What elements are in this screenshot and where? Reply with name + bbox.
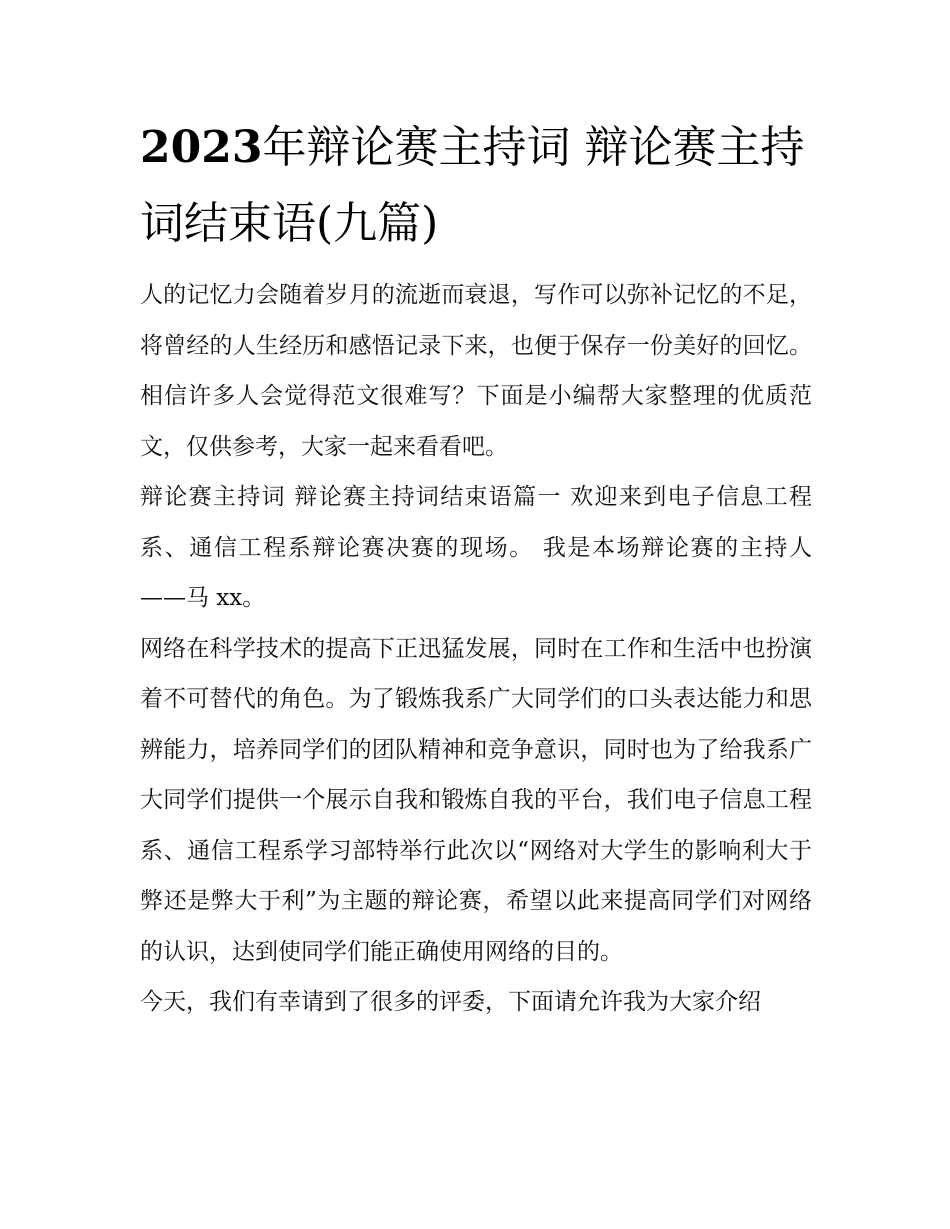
title-text: 年辩论赛主持词 辩论赛主持词结束语(九篇) — [140, 122, 805, 249]
paragraph-judges: 今天，我们有幸请到了很多的评委，下面请允许我为大家介绍 — [140, 989, 761, 1015]
document-body — [140, 110, 812, 1028]
document-title — [140, 110, 812, 262]
paragraph-opening: 辩论赛主持词 辩论赛主持词结束语篇一 欢迎来到电子信息工程系、通信工程系辩论赛决赛的现场。 我是本场辩论赛的主持人——马 xx。 — [140, 484, 812, 611]
paragraph-intro: 人的记忆力会随着岁月的流逝而衰退，写作可以弥补记忆的不足，将曾经的人生经历和感悟记录下来，也便于保存一份美好的回忆。相信许多人会觉得范文很难写？下面是小编帮大家整理的优质范文，仅供参考，大家一起来看看吧。 — [140, 282, 812, 460]
title-year: 2023 — [140, 122, 263, 173]
paragraph-background: 网络在科学技术的提高下正迅猛发展，同时在工作和生活中也扮演着不可替代的角色。为了锻炼我系广大同学们的口头表达能力和思辨能力，培养同学们的团队精神和竞争意识，同时也为了给我系广大同学们提供一个展示自我和锻炼自我的平台，我们电子信息工程系、通信工程系学习部特举行此次以“网络对大学生的影响利大于弊还是弊大于利”为主题的辩论赛，希望以此来提高同学们对网络的认识，达到使同学们能正确使用网络的目的。 — [140, 635, 812, 965]
